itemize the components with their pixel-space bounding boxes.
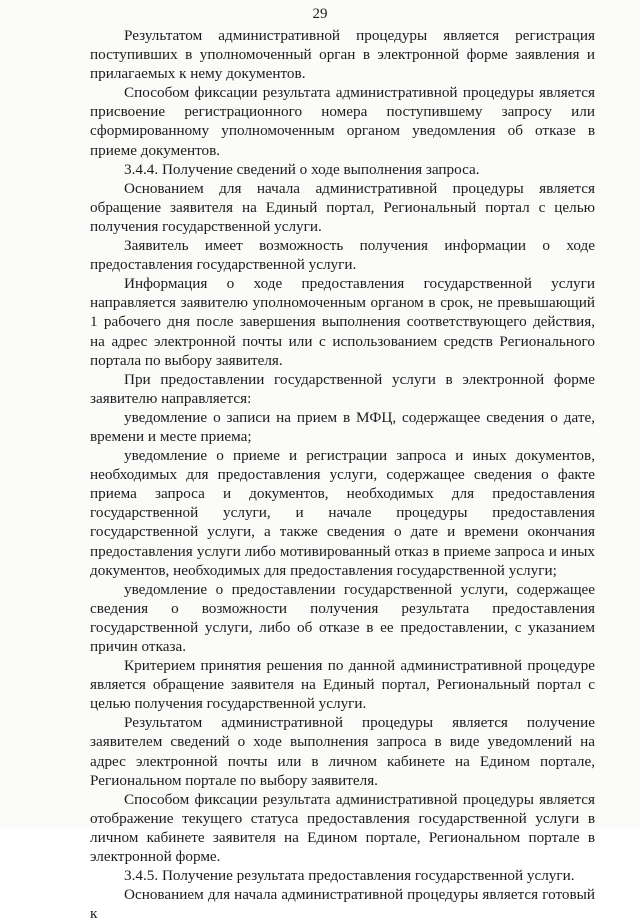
- paragraph-status-criterion: Критерием принятия решения по данной административной процедуре является обращение заявителя на Единый портал, Региональный портал с целью получения государственной услуги.: [90, 657, 595, 713]
- page-number: 29: [312, 6, 328, 22]
- paragraph-notifications-intro: При предоставлении государственной услуги в электронной форме заявителю направляется:: [90, 370, 595, 407]
- paragraph-status-info: Информация о ходе предоставления государственной услуги направляется заявителю уполномоченным органом в срок, не превышающий 1 рабочего дня после завершения выполнения соответствующего действия, на адрес электронной почты или с использованием средств Регионального портала по выбору заявителя.: [90, 275, 595, 369]
- paragraph-registration-fixation: Способом фиксации результата административной процедуры является присвоение регистрационного номера поступившему запросу или сформированному уполномоченным органом уведомления об отказе в приеме документов.: [90, 84, 595, 159]
- paragraph-notification-provision: уведомление о предоставлении государственной услуги, содержащее сведения о возможности получения результата предоставления государственной услуги, либо об отказе в ее предоставлении, с указанием причин отказа.: [90, 580, 595, 655]
- paragraph-result-basis: Основанием для начала административной процедуры является готовый к: [90, 886, 595, 923]
- paragraph-status-result: Результатом административной процедуры является получение заявителем сведений о ходе выполнения запроса в виде уведомлений на адрес электронной почты или в личном кабинете на Едином портале, Региональном портале по выбору заявителя.: [90, 714, 595, 789]
- paragraph-notification-mfc: уведомление о записи на прием в МФЦ, содержащее сведения о дате, времени и месте приема;: [90, 408, 595, 445]
- paragraph-status-basis: Основанием для начала административной процедуры является обращение заявителя на Единый портал, Региональный портал с целью получения государственной услуги.: [90, 179, 595, 235]
- paragraph-registration-result: Результатом административной процедуры является регистрация поступивших в уполномоченный орган в электронной форме заявления и прилагаемых к нему документов.: [90, 27, 595, 83]
- section-heading-3-4-5: 3.4.5. Получение результата предоставления государственной услуги.: [124, 867, 575, 885]
- document-body: [90, 26, 595, 923]
- paragraph-applicant-ability: Заявитель имеет возможность получения информации о ходе предоставления государственной услуги.: [90, 237, 595, 274]
- section-heading-3-4-4: 3.4.4. Получение сведений о ходе выполнения запроса.: [124, 160, 480, 178]
- paragraph-notification-receipt: уведомление о приеме и регистрации запроса и иных документов, необходимых для предоставления услуги, содержащее сведения о факте приема запроса и документов, необходимых для предоставления государственной услуги, и начале процедуры предоставления государственной услуги, а также сведения о дате и времени окончания предоставления услуги либо мотивированный отказ в приеме запроса и иных документов, необходимых для предоставления государственной услуги;: [90, 447, 595, 579]
- paragraph-status-fixation: Способом фиксации результата административной процедуры является отображение текущего статуса предоставления государственной услуги в личном кабинете заявителя на Едином портале, Региональном портале в электронной форме.: [90, 790, 595, 866]
